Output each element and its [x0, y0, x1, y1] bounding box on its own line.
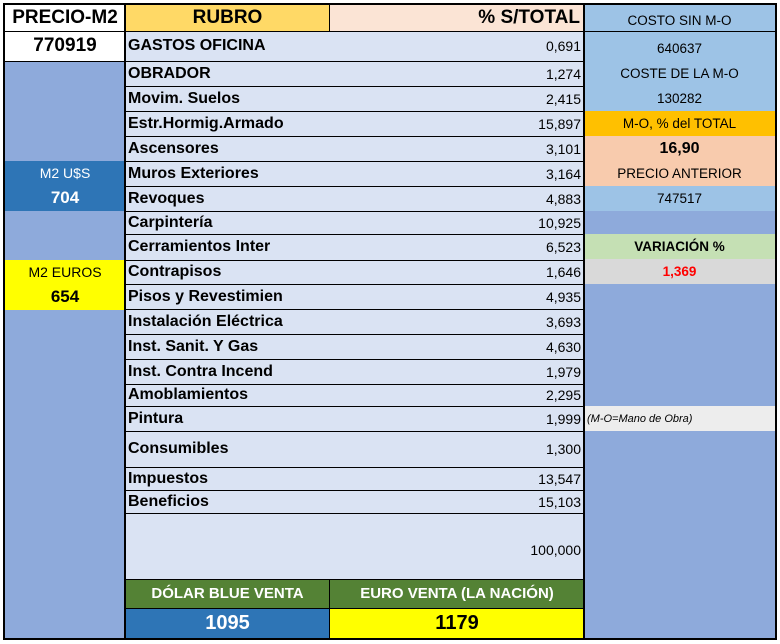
- rubro-pct-value: 1,979: [545, 363, 581, 380]
- rubro-label: Pintura: [125, 406, 584, 431]
- rubro-pct-value: 1,646: [545, 264, 581, 280]
- grid-line: [124, 309, 585, 310]
- grid-line: [124, 161, 585, 162]
- rubro-pct-value: 1,274: [545, 65, 581, 82]
- rubro-pct-value: 1,999: [545, 410, 581, 427]
- rubro-label: Ascensores: [125, 136, 584, 161]
- grid-line: [124, 406, 585, 407]
- rubro-label: Movim. Suelos: [125, 86, 584, 111]
- rubro-label: Estr.Hormig.Armado: [125, 111, 584, 136]
- rubro-pct-value: 3,101: [545, 140, 581, 157]
- grid-line: [124, 111, 585, 112]
- grid-line: [124, 234, 585, 235]
- rubro-label: Consumibles: [125, 431, 584, 467]
- grid-line: [329, 3, 330, 31]
- rubro-pct-value: 6,523: [545, 239, 581, 255]
- costo-sin-mo-value: 640637: [584, 36, 775, 61]
- euro-venta-label: EURO VENTA (LA NACIÓN): [330, 579, 584, 608]
- rubro-pct-value: 15,897: [538, 115, 581, 132]
- rubro-pct-value: 3,693: [545, 313, 581, 330]
- rubro-pct-value: 4,935: [545, 288, 581, 305]
- precio-anterior-value: 747517: [584, 186, 775, 211]
- grid-line: [124, 513, 585, 514]
- rubro-label: Contrapisos: [125, 260, 584, 284]
- rubro-pct-value: 10,925: [538, 214, 581, 231]
- rubro-label: Inst. Sanit. Y Gas: [125, 334, 584, 359]
- rubro-label: Impuestos: [125, 467, 584, 490]
- rubro-pct-value: 3,164: [545, 165, 581, 182]
- mo-pct-value: 16,90: [584, 136, 775, 161]
- grid-line: [3, 31, 777, 32]
- precio-m2-value: 770919: [5, 31, 125, 61]
- rubro-label: Instalación Eléctrica: [125, 309, 584, 334]
- rubro-pct-value: 1,300: [545, 441, 581, 457]
- m2-usd-label: M2 U$S: [5, 161, 125, 185]
- grid-line: [329, 579, 330, 640]
- m2-euros-value: 654: [5, 284, 125, 310]
- rubro-pct-value: 2,415: [545, 90, 581, 107]
- grid-line: [583, 3, 585, 640]
- grid-line: [124, 186, 585, 187]
- left-side-panel: [5, 61, 125, 638]
- rubro-header: RUBRO: [125, 5, 330, 31]
- grid-line: [3, 61, 126, 62]
- grid-line: [775, 3, 777, 640]
- rubro-label: OBRADOR: [125, 61, 584, 86]
- rubro-label: Inst. Contra Incend: [125, 359, 584, 384]
- rubro-label: Beneficios: [125, 490, 584, 513]
- mo-note: (M-O=Mano de Obra): [584, 406, 775, 431]
- coste-mo-value: 130282: [584, 86, 775, 111]
- rubro-pct-value: 4,630: [545, 338, 581, 355]
- grid-line: [124, 431, 585, 432]
- rubro-label: Pisos y Revestimien: [125, 284, 584, 309]
- total-value: 100,000: [530, 542, 581, 558]
- grid-line: [124, 334, 585, 335]
- mo-pct-label: M-O, % del TOTAL: [584, 111, 775, 136]
- costo-sin-mo-label: COSTO SIN M-O: [584, 5, 775, 36]
- rubro-label: Revoques: [125, 186, 584, 211]
- euro-venta-value: 1179: [330, 608, 584, 638]
- grid-line: [124, 467, 585, 468]
- rubro-label: GASTOS OFICINA: [125, 31, 584, 61]
- grid-line: [124, 260, 585, 261]
- grid-line: [124, 384, 585, 385]
- grid-line: [124, 211, 585, 212]
- grid-line: [124, 608, 585, 609]
- pct-total-header: % S/TOTAL: [330, 5, 584, 31]
- rubro-pct-value: 15,103: [538, 493, 581, 510]
- dolar-blue-value: 1095: [125, 608, 330, 638]
- grid-line: [124, 490, 585, 491]
- rubro-pct-value: 0,691: [545, 38, 581, 54]
- grid-line: [124, 86, 585, 87]
- m2-euros-label: M2 EUROS: [5, 260, 125, 284]
- grid-line: [124, 3, 126, 640]
- variacion-value: 1,369: [584, 259, 775, 284]
- grid-line: [3, 3, 5, 640]
- rubro-label: Amoblamientos: [125, 384, 584, 406]
- rubro-pct-value: 13,547: [538, 470, 581, 487]
- coste-mo-label: COSTE DE LA M-O: [584, 61, 775, 86]
- rubro-pct-value: 2,295: [545, 387, 581, 403]
- grid-line: [124, 284, 585, 285]
- grid-line: [124, 61, 585, 62]
- rubro-pct-value: 4,883: [545, 190, 581, 207]
- m2-usd-value: 704: [5, 185, 125, 211]
- grid-line: [3, 638, 777, 640]
- precio-anterior-label: PRECIO ANTERIOR: [584, 161, 775, 186]
- grid-line: [124, 136, 585, 137]
- rubro-label: Muros Exteriores: [125, 161, 584, 186]
- rubro-label: Cerramientos Inter: [125, 234, 584, 260]
- rubro-label: Carpintería: [125, 211, 584, 234]
- grid-line: [124, 579, 585, 580]
- variacion-label: VARIACIÓN %: [584, 234, 775, 259]
- precio-m2-label: PRECIO-M2: [5, 5, 125, 31]
- grid-line: [3, 3, 777, 5]
- dolar-blue-label: DÓLAR BLUE VENTA: [125, 579, 330, 608]
- grid-line: [124, 359, 585, 360]
